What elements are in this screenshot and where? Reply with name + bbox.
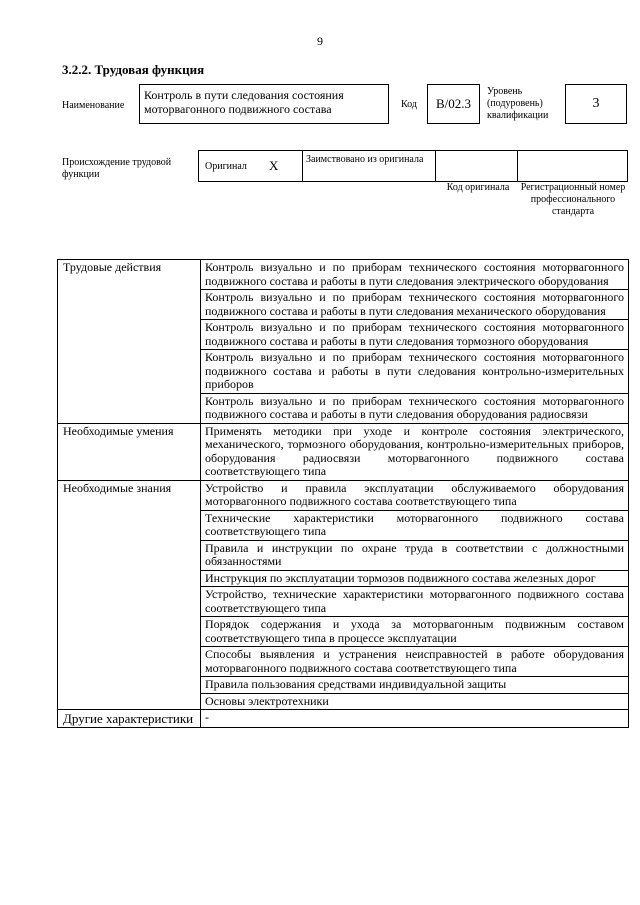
origin-table xyxy=(198,150,628,182)
reg-number-cell xyxy=(518,151,627,181)
item-cell: Правила и инструкции по охране труда в соответствии с должностными обязанностями xyxy=(201,540,629,570)
level-box: 3 xyxy=(565,84,627,124)
item-cell: Контроль визуально и по приборам технического состояния моторвагонного подвижного состава и работы в пути следования тормозного оборудования xyxy=(201,320,629,350)
original-cell xyxy=(199,151,303,181)
item-cell: Основы электротехники xyxy=(201,693,629,710)
level-label: Уровень (подуровень) квалификации xyxy=(487,86,549,121)
name-label: Наименование xyxy=(62,100,125,111)
code-original-caption: Код оригинала xyxy=(446,182,510,193)
table-row xyxy=(58,710,629,728)
reg-number-caption: Регистрационный номер профессионального стандарта xyxy=(520,182,626,217)
original-label: Оригинал xyxy=(205,161,247,172)
function-table xyxy=(57,259,629,728)
item-cell: Контроль визуально и по приборам технического состояния моторвагонного подвижного состава и работы в пути следования механического оборудования xyxy=(201,290,629,320)
origin-label: Происхождение трудовой функции xyxy=(62,157,172,180)
table-row xyxy=(58,260,629,290)
item-cell: Контроль визуально и по приборам технического состояния моторвагонного подвижного состава и работы в пути следования электрического оборудования xyxy=(201,260,629,290)
item-cell: Инструкция по эксплуатации тормозов подвижного состава железных дорог xyxy=(201,570,629,587)
original-mark: X xyxy=(269,158,279,173)
code-box: B/02.3 xyxy=(427,84,480,124)
category-cell: Другие характеристики xyxy=(58,710,201,728)
category-cell: Трудовые действия xyxy=(58,260,201,424)
code-original-cell xyxy=(436,151,518,181)
item-cell: Контроль визуально и по приборам технического состояния моторвагонного подвижного состава и работы в пути следования контрольно-измерительных приборов xyxy=(201,350,629,394)
item-cell: Устройство, технические характеристики моторвагонного подвижного состава соответствующего типа xyxy=(201,587,629,617)
code-label: Код xyxy=(401,99,417,110)
category-cell: Необходимые умения xyxy=(58,423,201,480)
item-cell: Применять методики при уходе и контроле состояния электрического, механического, тормозного оборудования, контрольно-измерительных приборов, оборудования радиосвязи моторвагонного подвижного состава соответствующего типа xyxy=(201,423,629,480)
function-name-box: Контроль в пути следования состояния моторвагонного подвижного состава xyxy=(139,84,389,124)
category-cell: Необходимые знания xyxy=(58,480,201,710)
item-cell: Устройство и правила эксплуатации обслуживаемого оборудования моторвагонного подвижного состава соответствующего типа xyxy=(201,480,629,510)
table-row xyxy=(58,480,629,510)
section-title: 3.2.2. Трудовая функция xyxy=(62,62,205,77)
borrowed-cell xyxy=(303,151,436,181)
item-cell: Контроль визуально и по приборам технического состояния моторвагонного подвижного состава и работы в пути следования оборудования радиосвязи xyxy=(201,393,629,423)
borrowed-label: Заимствовано из оригинала xyxy=(306,154,424,165)
item-cell: Способы выявления и устранения неисправностей в работе оборудования моторвагонного подвижного состава соответствующего типа xyxy=(201,647,629,677)
page-number: 9 xyxy=(317,34,323,48)
item-cell: Технические характеристики моторвагонного подвижного состава соответствующего типа xyxy=(201,510,629,540)
table-row xyxy=(58,423,629,480)
item-cell: Правила пользования средствами индивидуальной защиты xyxy=(201,677,629,694)
item-cell: Порядок содержания и ухода за моторвагонным подвижным составом соответствующего типа в процессе эксплуатации xyxy=(201,617,629,647)
item-cell: - xyxy=(201,710,629,728)
